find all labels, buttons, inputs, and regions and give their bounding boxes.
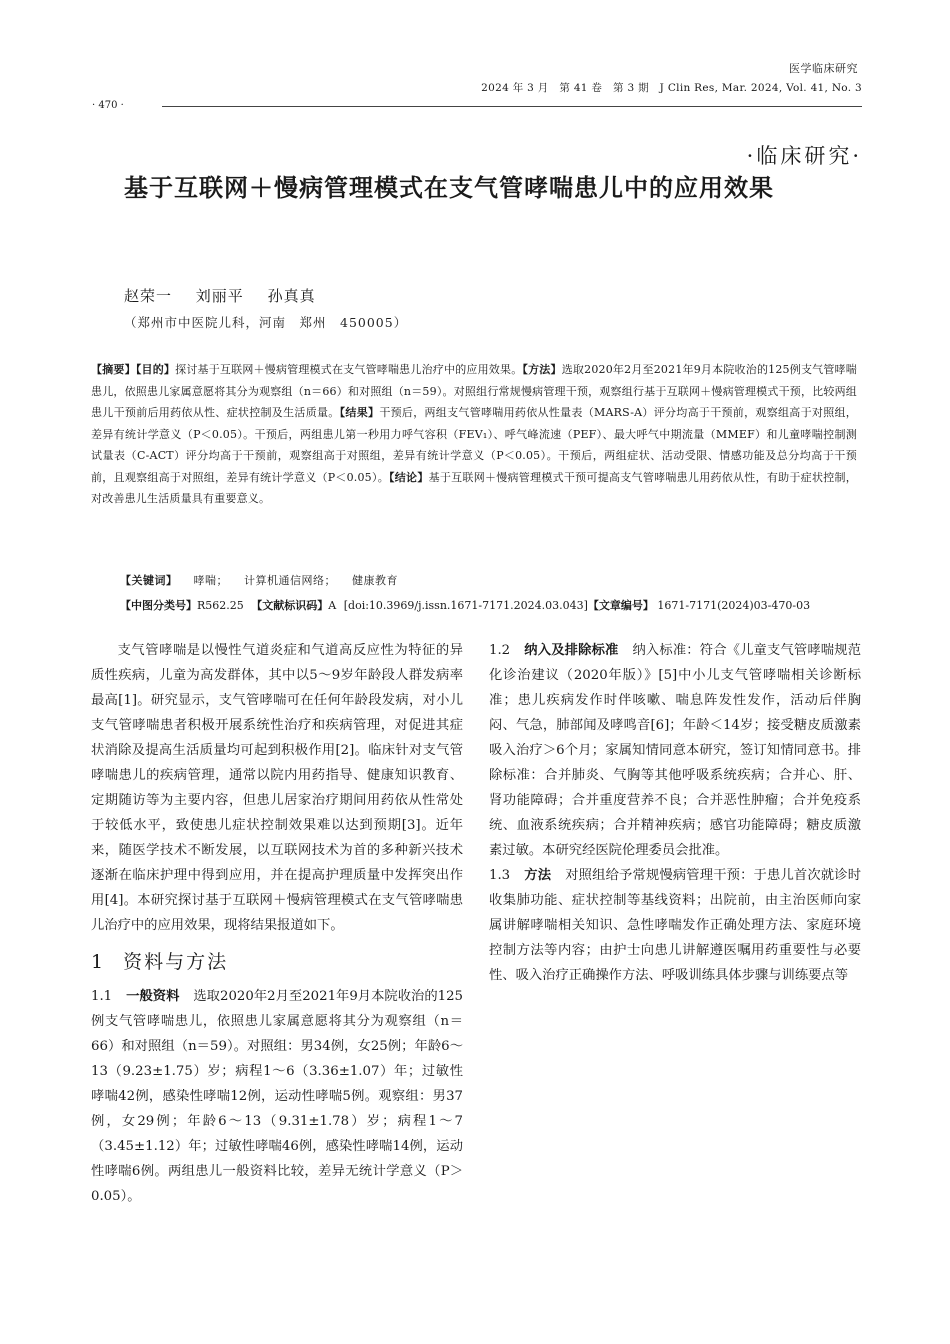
subsection-text: 选取2020年2月至2021年9月本院收治的125例支气管哮喘患儿，依照患儿家属意愿将其分为观察组（n＝66）和对照组（n＝59）。对照组：男34例，女25例；年龄6～13（9.23±1.75）岁；病程1～6（3.36±1.07）年；过敏性哮喘42例，感染性哮喘12例，运动性哮喘5例。观察组：男37例，女29例；年龄6～13（9.31±1.78）岁；病程1～7（3.45±1.12）年；过敏性哮喘46例，感染性哮喘14例，运动性哮喘6例。两组患儿一般资料比较，差异无统计学意义（P＞0.05）。	[91, 989, 463, 1204]
clc-value: R562.25	[197, 599, 244, 612]
author-name: 赵荣一	[124, 287, 173, 305]
section-title: 资料与方法	[123, 951, 229, 973]
article-title: 基于互联网＋慢病管理模式在支气管哮喘患儿中的应用效果	[124, 174, 774, 202]
doc-code-value: A	[328, 599, 337, 612]
affiliation: （郑州市中医院儿科，河南 郑州 450005）	[124, 315, 408, 330]
subsection-text: 纳入标准：符合《儿童支气管哮喘规范化诊治建议（2020年版）》[5]中小儿支气管哮喘相关诊断标准；患儿疾病发作时伴咳嗽、喘息阵发性发作，活动后伴胸闷、气急，肺部闻及哮鸣音[6]；年龄＜14岁；接受糖皮质激素吸入治疗＞6个月；家属知情同意本研究，签订知情同意书。排除标准：合并肺炎、气胸等其他呼吸系统疾病；合并心、肝、肾功能障碍；合并重度营养不良；合并恶性肿瘤；合并免疫系统、血液系统疾病；合并精神疾病；感官功能障碍；糖皮质激素过敏。本研究经医院伦理委员会批准。	[489, 643, 862, 858]
keywords	[120, 572, 410, 588]
doc-code-label: 【文献标识码】	[251, 599, 329, 612]
section-number: 1	[91, 951, 106, 973]
issue-line: 2024 年 3 月 第 41 卷 第 3 期 J Clin Res, Mar. 2024, Vol. 41, No. 3	[481, 82, 862, 94]
journal-name: 医学临床研究	[789, 62, 858, 75]
subsection-text: 对照组给予常规慢病管理干预：于患儿首次就诊时收集肺功能、症状控制等基线资料；出院前，由主治医师向家属讲解哮喘相关知识、急性哮喘发作正确处理方法、家庭环境控制方法等内容；由护士向患儿讲解遵医嘱用药重要性与必要性、吸入治疗正确操作方法、呼吸训练具体步骤与训练要点等	[489, 868, 862, 983]
abstract-method: 选取2020年2月至2021年9月本院收治的125例支气管哮喘患儿，依照患儿家属意愿将其分为观察组（n＝66）和对照组（n＝59）。对照组行常规慢病管理干预，观察组行基于互联网＋慢病管理模式干预，比较两组患儿干预前后用药依从性、症状控制及生活质量。	[91, 363, 857, 419]
conclusion-label: 【结论】	[389, 470, 429, 484]
article-number-label: 【文章编号】	[587, 599, 654, 612]
doi: [doi:10.3969/j.issn.1671-7171.2024.03.043]	[343, 599, 588, 612]
page-number: · 470 ·	[92, 100, 124, 111]
abstract-label: 【摘要】	[91, 363, 136, 376]
author-name: 孙真真	[267, 287, 316, 305]
aim-label: 【目的】	[135, 363, 176, 376]
subsection-title: 纳入及排除标准	[524, 643, 619, 658]
article-number: 1671-7171(2024)03-470-03	[657, 599, 811, 612]
section-tag: ·临床研究·	[746, 144, 862, 168]
abstract-conclusion: 基于互联网＋慢病管理模式干预可提高支气管哮喘患儿用药依从性，有助于症状控制，对改善患儿生活质量具有重要意义。	[91, 470, 857, 505]
subsection-methods	[489, 863, 861, 988]
method-label: 【方法】	[522, 363, 562, 376]
subsection-title: 方法	[524, 868, 552, 883]
classification-line	[120, 597, 810, 613]
abstract-result: 干预后，两组支气管哮喘用药依从性量表（MARS-A）评分均高于干预前，观察组高于对照组，差异有统计学意义（P＜0.05）。干预后，两组患儿第一秒用力呼气容积（FEV₁）、呼气峰流速（PEF）、最大呼气中期流量（MMEF）和儿童哮喘控制测试量表（C-ACT）评分均高于干预前，观察组高于对照组，差异有统计学意义（P＜0.05）。干预后，两组症状、活动受限、情感功能及总分均高于干预前，且观察组高于对照组，差异有统计学意义（P＜0.05）。	[91, 406, 857, 484]
subsection-number: 1.2	[489, 643, 511, 658]
subsection-number: 1.1	[91, 989, 113, 1004]
abstract	[91, 359, 857, 510]
body-column-left	[91, 638, 463, 1209]
subsection-criteria	[489, 638, 861, 863]
body-column-right	[489, 638, 861, 988]
keyword: 健康教育	[352, 574, 398, 587]
abstract-aim: 探讨基于互联网＋慢病管理模式在支气管哮喘患儿治疗中的应用效果。	[175, 363, 523, 376]
author-name: 刘丽平	[195, 287, 244, 305]
intro-paragraph: 支气管哮喘是以慢性气道炎症和气道高反应性为特征的异质性疾病，儿童为高发群体，其中以5～9岁年龄段人群发病率最高[1]。研究显示，支气管哮喘可在任何年龄段发病，对小儿支气管哮喘患者积极开展系统性治疗和疾病管理，对促进其症状消除及提高生活质量均可起到积极作用[2]。临床针对支气管哮喘患儿的疾病管理，通常以院内用药指导、健康知识教育、定期随访等为主要内容，但患儿居家治疗期间用药依从性常处于较低水平，致使患儿症状控制效果难以达到预期[3]。近年来，随医学技术不断发展，以互联网技术为首的多种新兴技术逐渐在临床护理中得到应用，并在提高护理质量中发挥突出作用[4]。本研究探讨基于互联网＋慢病管理模式在支气管哮喘患儿治疗中的应用效果，现将结果报道如下。	[91, 643, 463, 933]
keyword: 哮喘；	[193, 574, 228, 587]
keywords-label: 【关键词】	[120, 574, 178, 587]
header-rule	[162, 106, 862, 107]
subsection-title: 一般资料	[126, 989, 180, 1004]
author-list	[124, 285, 334, 306]
subsection-number: 1.3	[489, 868, 511, 883]
section-heading	[91, 942, 463, 982]
result-label: 【结果】	[339, 406, 380, 419]
keyword: 计算机通信网络；	[244, 574, 336, 587]
clc-label: 【中图分类号】	[120, 599, 197, 612]
subsection-general	[91, 984, 463, 1209]
